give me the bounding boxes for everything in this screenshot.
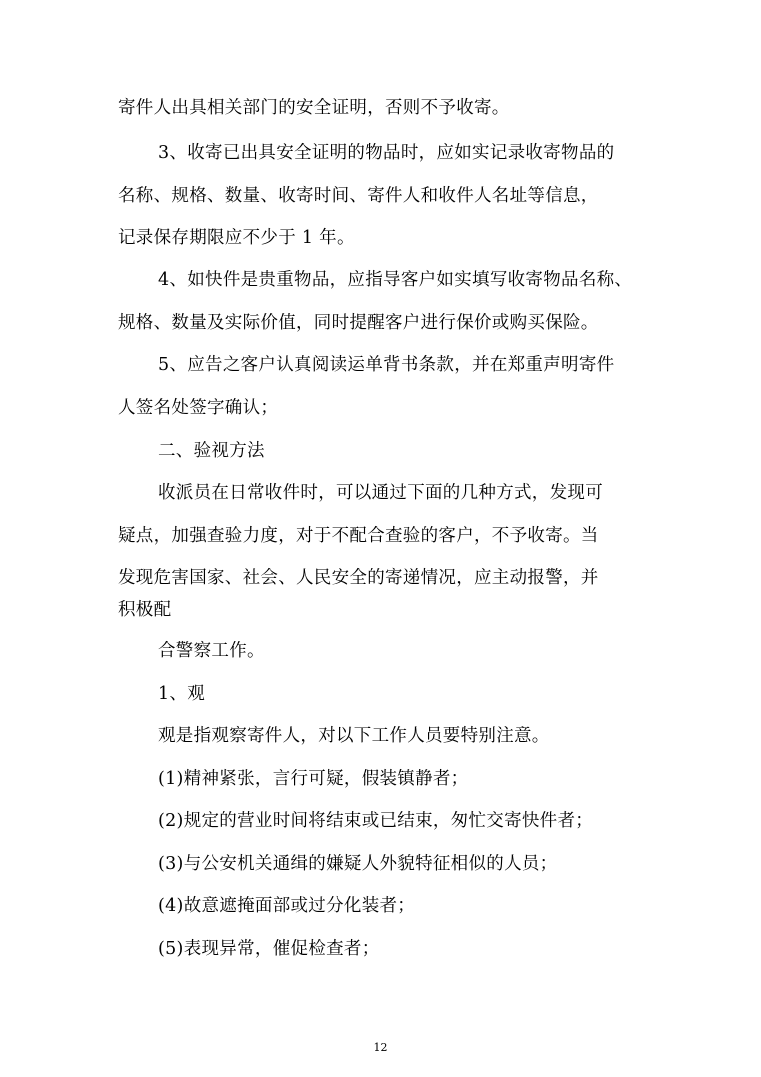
subsection-heading: 1、观 (158, 684, 206, 704)
text-line: 发现危害国家、社会、人民安全的寄递情况，应主动报警，并 (118, 568, 599, 588)
text-line: 4、如快件是贵重物品，应指导客户如实填写收寄物品名称、 (158, 270, 633, 290)
list-item: (4)故意遮掩面部或过分化装者； (158, 896, 416, 916)
list-item: (1)精神紧张，言行可疑，假装镇静者； (158, 769, 469, 789)
text-line: 收派员在日常收件时，可以通过下面的几种方式，发现可 (158, 483, 603, 503)
text-line: 观是指观察寄件人，对以下工作人员要特别注意。 (158, 726, 550, 746)
text-line: 名称、规格、数量、收寄时间、寄件人和收件人名址等信息， (118, 186, 599, 206)
text-line: 人签名处签字确认； (118, 398, 279, 418)
list-item: (5)表现异常，催促检查者； (158, 939, 380, 959)
text-line: 疑点，加强查验力度，对于不配合查验的客户，不予收寄。当 (118, 526, 599, 546)
text-line: 5、应告之客户认真阅读运单背书条款，并在郑重声明寄件 (158, 355, 615, 375)
page-number: 12 (373, 1041, 388, 1054)
text-line: 规格、数量及实际价值，同时提醒客户进行保价或购买保险。 (118, 313, 599, 333)
text-line: 记录保存期限应不少于 1 年。 (118, 228, 355, 248)
text-line: 寄件人出具相关部门的安全证明，否则不予收寄。 (118, 98, 510, 118)
list-item: (2)规定的营业时间将结束或已结束，匆忙交寄快件者； (158, 811, 594, 831)
text-line: 合警察工作。 (158, 641, 265, 661)
list-item: (3)与公安机关通缉的嫌疑人外貌特征相似的人员； (158, 854, 558, 874)
text-line: 3、收寄已出具安全证明的物品时，应如实记录收寄物品的 (158, 143, 615, 163)
section-heading: 二、验视方法 (158, 441, 265, 461)
text-line: 积极配 (118, 600, 172, 620)
